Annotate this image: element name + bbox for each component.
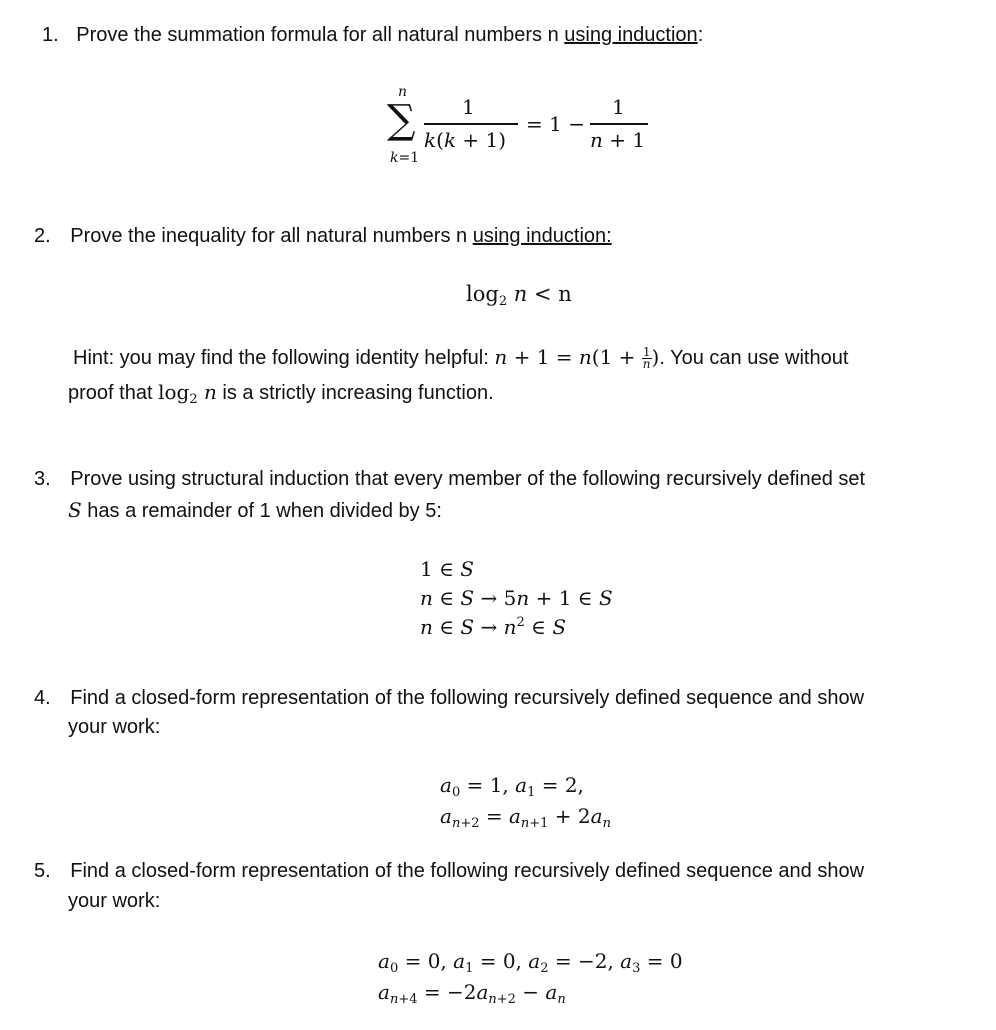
problem-5-number: 5. [34,860,51,882]
problem-3-line2-text: has a remainder of 1 when divided by 5: [81,500,442,522]
problem-1-text: Prove the summation formula for all natural numbers n [76,24,565,46]
hint-line2-start: proof that [68,382,159,404]
hint-after: . You can use without [659,347,849,369]
hint-line-1: Hint: you may find the following identity helpful: n + 1 = n(1 + 1 n). You can use without [73,345,849,371]
problem-1-underline: using induction [564,24,698,46]
problem-4-line2-text: your work: [68,716,161,738]
problem-2-underline: using induction: [472,225,612,247]
problem-2 [34,225,612,248]
problem-5-line2-text: your work: [68,890,161,912]
equation-inequality: $\log_2 n < n$ [466,282,572,309]
problem-2-number: 2. [34,225,51,247]
problem-3-text: Prove using structural induction that every member of the following recursively defined set [70,468,866,490]
problem-4-line-2 [68,716,160,739]
problem-2-text: Prove the inequality for all natural numbers n [70,225,473,247]
hint-line-2: proof that $\log_2 n$ is a strictly increasing function. [68,380,494,407]
problem-4-line-1 [34,687,864,710]
problem-5-text: Find a closed-form representation of the following recursively defined sequence and show [70,860,865,882]
problem-5-line-2 [68,890,160,913]
problem-1-tail: : [697,24,704,46]
problem-1 [42,24,703,47]
problem-5-line-1 [34,860,864,883]
hint-line2-end: is a strictly increasing function. [216,382,494,404]
hint-start: Hint: you may find the following identity helpful: [73,347,495,369]
problem-3-number: 3. [34,468,51,490]
problem-4-number: 4. [34,687,51,709]
problem-3-line-2 [68,498,442,523]
problem-3-line-1 [34,468,865,491]
problem-1-number: 1. [42,24,59,46]
set-s-variable: S [68,498,82,522]
problem-4-text: Find a closed-form representation of the following recursively defined sequence and show [70,687,865,709]
